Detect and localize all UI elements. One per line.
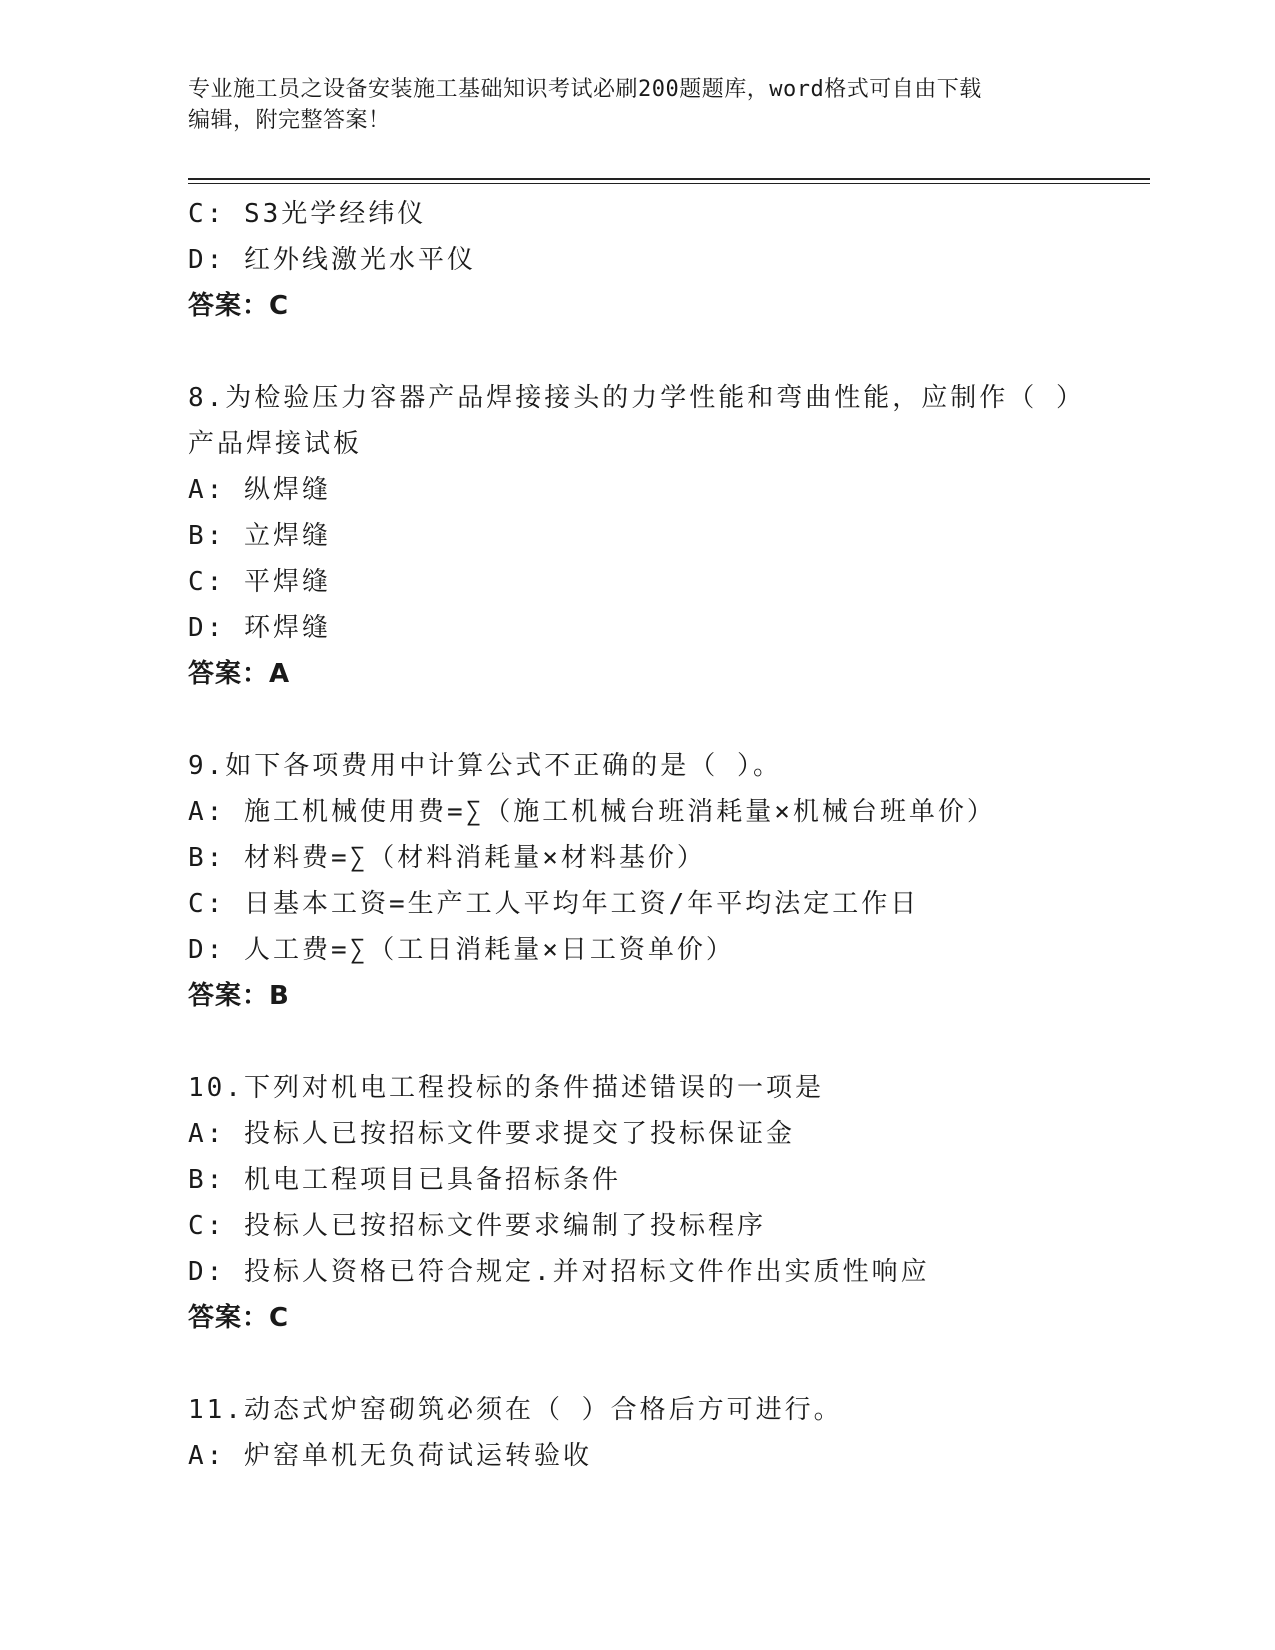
question-stem: 8.为检验压力容器产品焊接接头的力学性能和弯曲性能，应制作（ ） [188, 383, 1085, 413]
option-c: C: 日基本工资=生产工人平均年工资/年平均法定工作日 [188, 889, 920, 919]
answer-line: 答案：B [188, 981, 290, 1011]
option-c: C: 平焊缝 [188, 567, 331, 597]
answer-line: 答案：C [188, 291, 290, 321]
option-d: D: 环焊缝 [188, 613, 331, 643]
question-stem: 9.如下各项费用中计算公式不正确的是（ ）。 [188, 751, 782, 781]
option-d: D: 人工费=∑（工日消耗量×日工资单价） [188, 935, 735, 965]
spacer [188, 1341, 1148, 1387]
option-a: A: 施工机械使用费=∑（施工机械台班消耗量×机械台班单价） [188, 797, 996, 827]
option-b: B: 材料费=∑（材料消耗量×材料基价） [188, 843, 706, 873]
header-title-line-2: 编辑，附完整答案！ [188, 108, 391, 133]
option-d: D: 投标人资格已符合规定.并对招标文件作出实质性响应 [188, 1257, 930, 1287]
option-a: A: 炉窑单机无负荷试运转验收 [188, 1441, 592, 1471]
answer-line: 答案：A [188, 659, 291, 689]
header-title-line-1: 专业施工员之设备安装施工基础知识考试必刷200题题库，word格式可自由下载 [188, 77, 982, 102]
question-list [188, 191, 1148, 1479]
question-stem: 10.下列对机电工程投标的条件描述错误的一项是 [188, 1073, 824, 1103]
option-b: B: 立焊缝 [188, 521, 331, 551]
question-stem: 11.动态式炉窑砌筑必须在（ ）合格后方可进行。 [188, 1395, 843, 1425]
option-a: A: 投标人已按招标文件要求提交了投标保证金 [188, 1119, 795, 1149]
header-divider-thick [188, 178, 1150, 180]
question-block-8 [188, 375, 1148, 697]
question-block-9 [188, 743, 1148, 1019]
answer-line: 答案：C [188, 1303, 290, 1333]
option-b: B: 机电工程项目已具备招标条件 [188, 1165, 621, 1195]
spacer [188, 329, 1148, 375]
question-block-10 [188, 1065, 1148, 1341]
spacer [188, 1019, 1148, 1065]
question-stem-continued: 产品焊接试板 [188, 429, 363, 459]
option-c: C: 投标人已按招标文件要求编制了投标程序 [188, 1211, 766, 1241]
document-header [188, 74, 1088, 136]
question-block-11 [188, 1387, 1148, 1479]
spacer [188, 697, 1148, 743]
header-divider-thin [188, 183, 1150, 184]
option-d: D: 红外线激光水平仪 [188, 245, 476, 275]
option-a: A: 纵焊缝 [188, 475, 331, 505]
option-c: C: S3光学经纬仪 [188, 199, 427, 229]
question-block-7 [188, 191, 1148, 329]
